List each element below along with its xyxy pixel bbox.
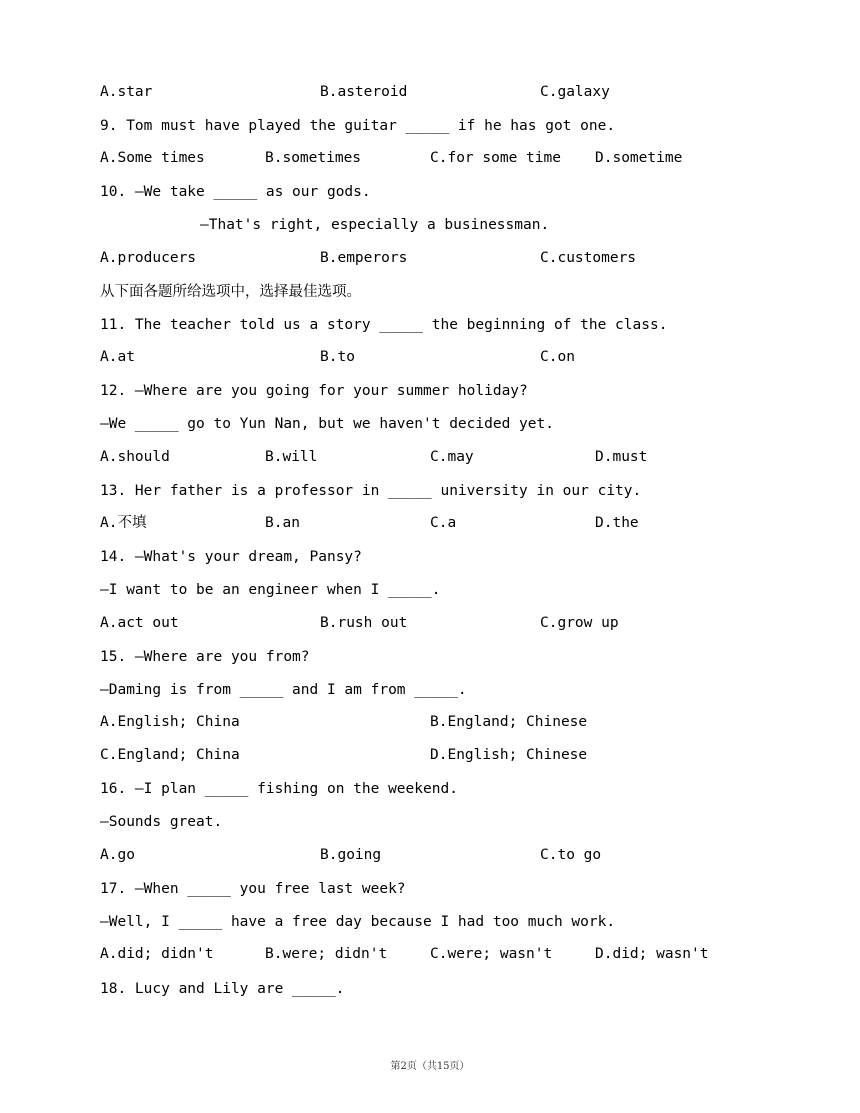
option-a: A.不填 bbox=[100, 515, 147, 531]
question-15-reply: —Daming is from _____ and I am from _____. bbox=[100, 682, 467, 698]
question-15: 15. —Where are you from? bbox=[100, 649, 310, 665]
question-11: 11. The teacher told us a story _____ the beginning of the class. bbox=[100, 317, 668, 333]
question-16: 16. —I plan _____ fishing on the weekend. bbox=[100, 781, 458, 797]
question-14-reply: —I want to be an engineer when I _____. bbox=[100, 582, 441, 598]
option-c: C.galaxy bbox=[540, 84, 610, 100]
option-b: B.sometimes bbox=[265, 150, 362, 166]
option-b: B.were; didn't bbox=[265, 946, 388, 962]
option-a: A.star bbox=[100, 84, 153, 100]
question-13: 13. Her father is a professor in _____ university in our city. bbox=[100, 483, 642, 499]
question-16-reply: —Sounds great. bbox=[100, 814, 223, 830]
option-c: C.for some time bbox=[430, 150, 561, 166]
option-d: D.must bbox=[595, 449, 648, 465]
option-a: A.at bbox=[100, 349, 135, 365]
option-b: B.to bbox=[320, 349, 355, 365]
question-9: 9. Tom must have played the guitar _____ if he has got one. bbox=[100, 118, 616, 134]
question-10: 10. —We take _____ as our gods. bbox=[100, 184, 371, 200]
option-a: A.producers bbox=[100, 250, 197, 266]
option-c: C.customers bbox=[540, 250, 637, 266]
option-c: C.to go bbox=[540, 847, 602, 863]
question-14: 14. —What's your dream, Pansy? bbox=[100, 549, 362, 565]
page-footer: 第2页（共15页） bbox=[390, 1061, 470, 1072]
option-a: A.go bbox=[100, 847, 135, 863]
option-c: C.on bbox=[540, 349, 575, 365]
option-b: B.will bbox=[265, 449, 318, 465]
option-c: C.England; China bbox=[100, 747, 240, 763]
option-c: C.a bbox=[430, 515, 457, 531]
question-17-reply: —Well, I _____ have a free day because I had too much work. bbox=[100, 914, 616, 930]
section-instruction: 从下面各题所给选项中，选择最佳选项。 bbox=[100, 284, 361, 300]
option-a: A.English; China bbox=[100, 714, 240, 730]
option-c: C.were; wasn't bbox=[430, 946, 553, 962]
option-c: C.may bbox=[430, 449, 474, 465]
option-b: B.emperors bbox=[320, 250, 408, 266]
question-10-reply: —That's right, especially a businessman. bbox=[200, 217, 550, 233]
question-17: 17. —When _____ you free last week? bbox=[100, 881, 406, 897]
option-b: B.rush out bbox=[320, 615, 408, 631]
option-b: B.England; Chinese bbox=[430, 714, 588, 730]
option-a: A.did; didn't bbox=[100, 946, 214, 962]
option-a: A.should bbox=[100, 449, 170, 465]
question-12-reply: —We _____ go to Yun Nan, but we haven't decided yet. bbox=[100, 416, 554, 432]
question-18: 18. Lucy and Lily are _____. bbox=[100, 981, 345, 997]
option-a: A.Some times bbox=[100, 150, 205, 166]
option-d: D.did; wasn't bbox=[595, 946, 709, 962]
option-d: D.English; Chinese bbox=[430, 747, 588, 763]
option-a: A.act out bbox=[100, 615, 179, 631]
option-c: C.grow up bbox=[540, 615, 619, 631]
option-b: B.going bbox=[320, 847, 382, 863]
option-b: B.asteroid bbox=[320, 84, 408, 100]
option-d: D.the bbox=[595, 515, 639, 531]
question-12: 12. —Where are you going for your summer holiday? bbox=[100, 383, 528, 399]
option-d: D.sometime bbox=[595, 150, 683, 166]
option-b: B.an bbox=[265, 515, 300, 531]
